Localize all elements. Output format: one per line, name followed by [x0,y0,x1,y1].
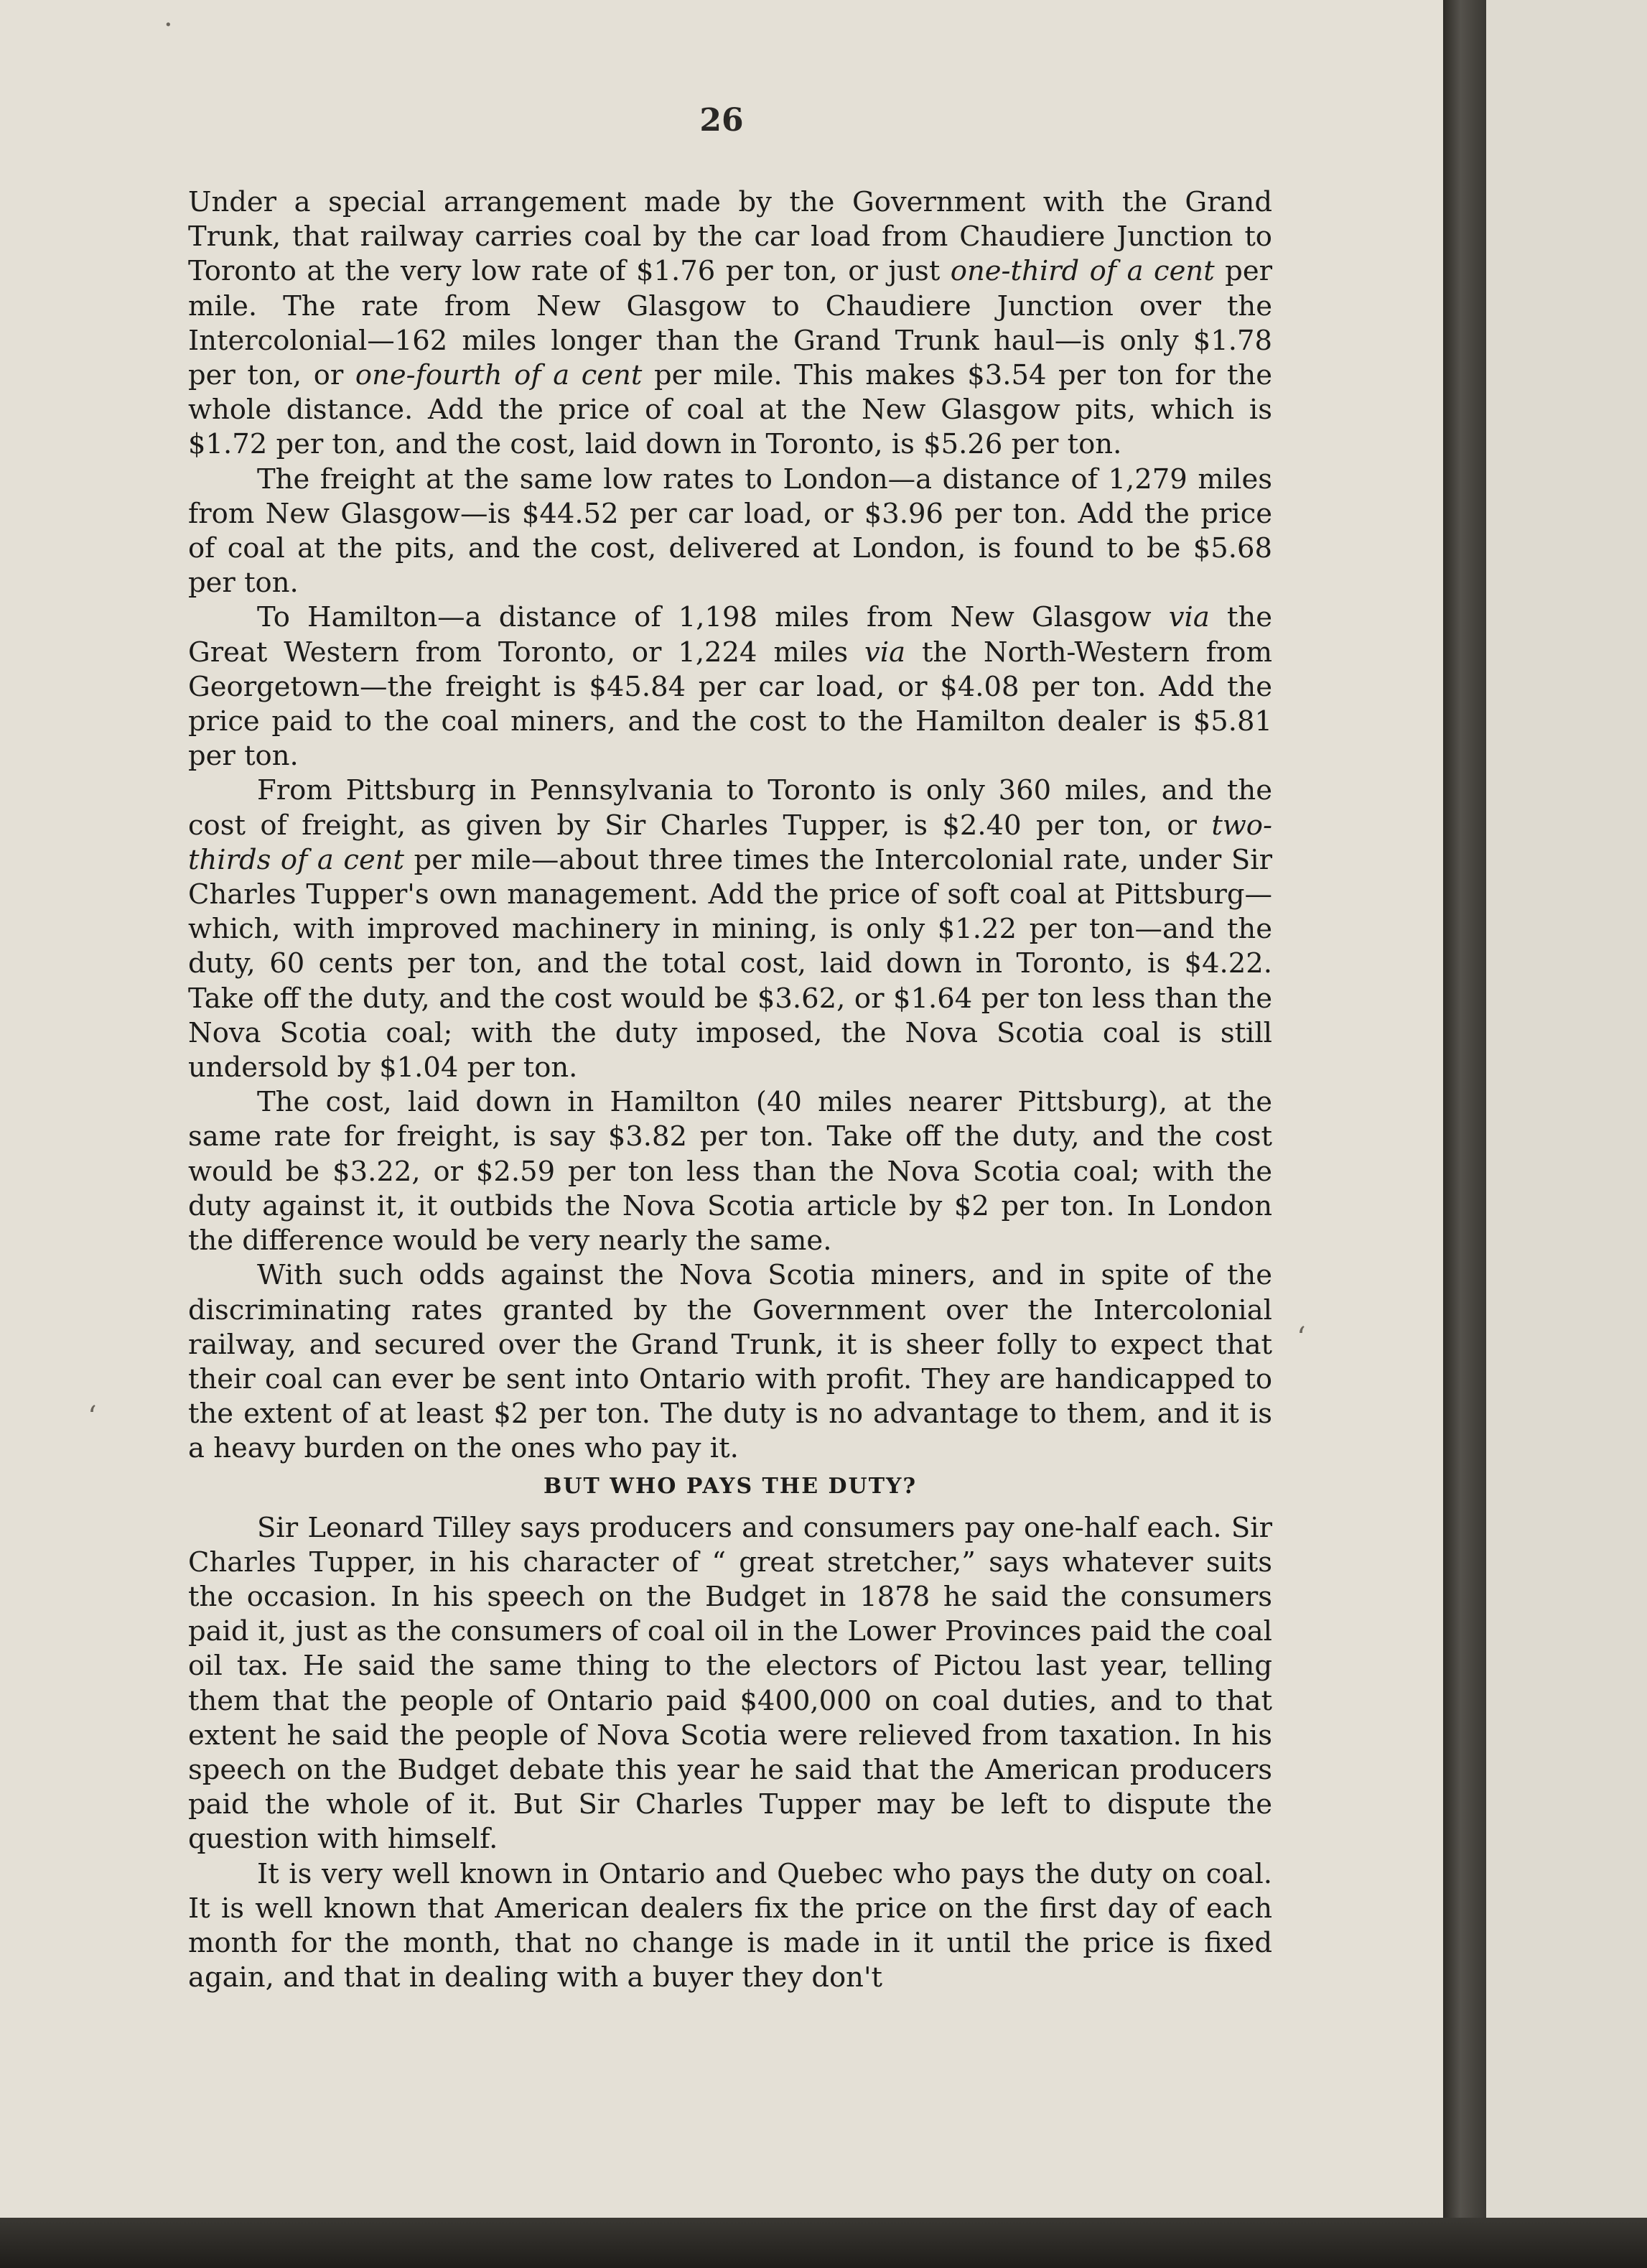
section-heading: BUT WHO PAYS THE DUTY? [543,1473,918,1499]
text-run: The freight at the same low rates to London—a distance of 1,279 miles from New Glasgow—is $44.52 per car load, or $3.96 per ton. Add the price of coal at the pits, and the cost, delivered at London, is found to be $5.68 per ton. [188,463,1272,600]
text-run: per mile. This makes $3.54 per ton for the whole distance. Add the price of coal at the New Glasgow pits, which is $1.72 per ton, and the cost, laid down in Toronto, is $5.26 per ton. [188,359,1273,461]
paragraph-6 [188,1258,1272,1466]
scan-border [0,2218,1647,2268]
paragraph-4 [188,773,1272,1085]
text-run: To Hamilton—a distance of 1,198 miles from New Glasgow [257,601,1169,634]
paragraph-7: Sir Leonard Tilley says producers and consumers pay one-half each. Sir Charles Tupper, in his character of “ great stretcher,” says whatever suits the occasion. In his speech on the Budget in 1878 he said the consumers paid it, just as the consumers of coal oil in the Lower Provinces paid the coal oil tax. He said the same thing to the electors of Pictou last year, telling them that the people of Ontario paid $400,000 on coal duties, and to that extent he said the people of Nova Scotia were relieved from taxation. In his speech on the Budget debate this year he said that the American producers paid the whole of it. But Sir Charles Tupper may be left to dispute the question with himself. [188,1511,1272,1856]
scan-speck: ‘ [88,1400,97,1433]
italic-run: one-third of a cent [950,255,1215,288]
paragraph-3 [188,600,1272,773]
scan-speck: ‘ [1297,1321,1306,1354]
paragraph-2 [188,463,1272,601]
text-run: per mile—about three times the Intercolonial rate, under Sir Charles Tupper's own management. Add the price of soft coal at Pittsburg—which, with improved machinery in mining, is only $1.22 per ton—and the duty, 60 cents per ton, and the total cost, laid down in Toronto, is $4.22. Take off the duty, and the cost would be $3.62, or $1.64 per ton less than the Nova Scotia coal; with the duty imposed, the Nova Scotia coal is still undersold by $1.04 per ton. [188,843,1272,1084]
text-run: the Great Western from Toronto, or 1,224 miles [188,601,1272,669]
page-body [188,185,1272,1995]
paragraph-1 [188,185,1272,463]
text-run: Under a special arrangement made by the Government with the Grand Trunk, that railway carries coal by the car load from Chaudiere Junction to Toronto at the very low rate of $1.76 per ton, or just [188,186,1272,288]
italic-run: two-thirds of a cent [188,809,1272,876]
italic-run: via [864,636,906,669]
italic-run: one-fourth of a cent [355,359,643,392]
text-run: per mile. The rate from New Glasgow to Chaudiere Junction over the Intercolonial—162 miles longer than the Grand Trunk haul—is only $1.78 per ton, or [188,255,1273,392]
text-run: the North-Western from Georgetown—the freight is $45.84 per car load, or $4.08 per ton. Add the price paid to the coal miners, and the cost to the Hamilton dealer is $5.81 per ton. [188,636,1272,773]
text-run: The cost, laid down in Hamilton (40 miles nearer Pittsburg), at the same rate for freight, is say $3.82 per ton. Take off the duty, and the cost would be $3.22, or $2.59 per ton less than the Nova Scotia coal; with the duty against it, it outbids the Nova Scotia article by $2 per ton. In London the difference would be very nearly the same. [188,1086,1272,1258]
facing-page-edge [1486,0,1647,2218]
paragraph-8: It is very well known in Ontario and Quebec who pays the duty on coal. It is well known that American dealers fix the price on the first day of each month for the month, that no change is made in it until the price is fixed again, and that in dealing with a buyer they don't [188,1857,1272,1994]
paragraph-5 [188,1085,1272,1258]
italic-run: via [1168,601,1210,634]
book-gutter [1443,0,1486,2218]
text-run: From Pittsburg in Pennsylvania to Toronto is only 360 miles, and the cost of freight, as given by Sir Charles Tupper, is $2.40 per ton, or [188,774,1272,842]
text-run: With such odds against the Nova Scotia miners, and in spite of the discriminating rates granted by the Government over the Intercolonial railway, and secured over the Grand Trunk, it is sheer folly to expect that their coal can ever be sent into Ontario with profit. They are handicapped to the extent of at least $2 per ton. The duty is no advantage to them, and it is a heavy burden on the ones who pay it. [188,1259,1272,1465]
page-number: 26 [699,102,744,139]
scan-speck: · [164,9,173,42]
